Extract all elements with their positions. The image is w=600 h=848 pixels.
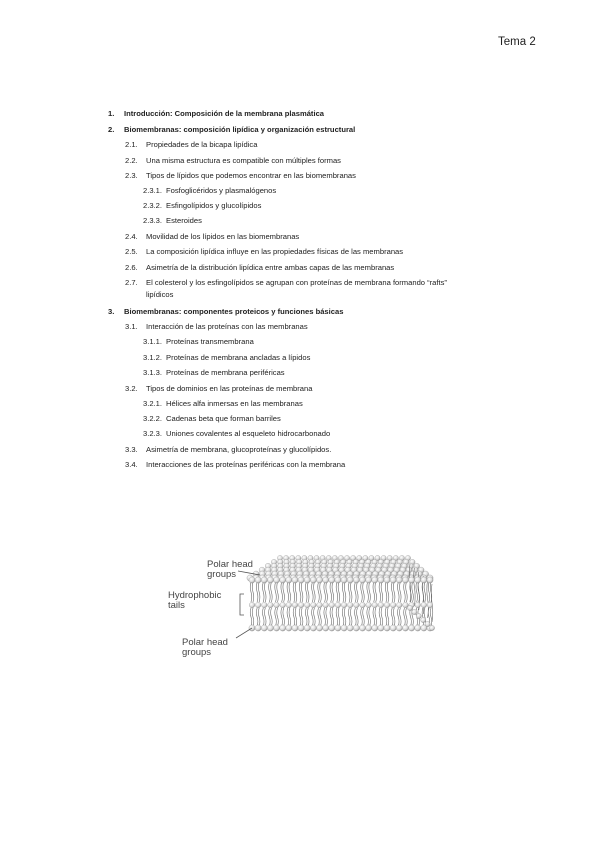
lipid-head — [412, 609, 417, 614]
toc-entry-text: Esteroides — [166, 216, 202, 225]
lipid-tail — [342, 582, 344, 602]
lipid-head — [415, 625, 421, 631]
lipid-head — [360, 602, 366, 608]
lipid-tail — [283, 608, 285, 626]
lipid-tail — [412, 582, 414, 602]
lipid-tail — [355, 608, 357, 626]
lipid-tail — [406, 608, 408, 626]
lipid-head — [347, 625, 353, 631]
lipid-head — [396, 625, 402, 631]
lipid-head — [311, 602, 317, 608]
toc-entry-text: Cadenas beta que forman barriles — [166, 414, 281, 423]
toc-entry-text: Asimetría de membrana, glucoproteínas y glucolípidos. — [146, 445, 332, 454]
toc-entry-number: 2.5. — [125, 247, 138, 256]
lipid-tail — [338, 608, 340, 626]
lipid-tail — [271, 582, 273, 602]
toc-entry-text: Esfingolípidos y glucolípidos — [166, 201, 262, 210]
lipid-tail — [332, 582, 334, 602]
lipid-head — [408, 625, 414, 631]
lipid-head — [372, 577, 378, 583]
toc-entry-number: 2.3.1. — [143, 186, 162, 195]
lipid-head — [323, 577, 329, 583]
lipid-tail — [305, 582, 307, 602]
lipid-head — [341, 577, 347, 583]
lipid-head — [249, 602, 255, 608]
toc-entry-text: Introducción: Composición de la membrana plasmática — [124, 109, 325, 118]
lipid-head — [298, 602, 304, 608]
lipid-tail — [332, 608, 334, 626]
lipid-head — [286, 625, 292, 631]
toc-entry-text: Biomembranas: composición lipídica y organización estructural — [124, 124, 356, 134]
lipid-head — [402, 577, 408, 583]
lipid-tail — [385, 608, 387, 626]
lipid-head — [268, 602, 274, 608]
lipid-head — [378, 625, 384, 631]
lipid-head — [353, 625, 359, 631]
lipid-tail — [369, 608, 371, 626]
lipid-tail — [348, 608, 350, 626]
lipid-head — [366, 602, 372, 608]
lipid-head — [384, 577, 390, 583]
toc-entry-text: Tipos de lípidos que podemos encontrar en las biomembranas — [146, 171, 356, 180]
lipid-head — [335, 577, 341, 583]
lipid-tail — [387, 582, 389, 602]
lipid-tail — [363, 582, 365, 602]
lipid-tail — [393, 608, 395, 626]
lipid-head — [347, 577, 353, 583]
lipid-tail — [258, 582, 260, 602]
lipid-head — [353, 577, 359, 583]
lipid-tail — [312, 608, 314, 626]
toc-entry-number: 3.1.1. — [143, 337, 162, 346]
toc-entry-number: 2.1. — [125, 140, 138, 149]
lipid-tail — [320, 608, 322, 626]
lipid-tail — [344, 582, 346, 602]
lipid-head — [341, 625, 347, 631]
lipid-tail — [336, 582, 338, 602]
lipid-head — [317, 602, 323, 608]
lipid-tail — [404, 582, 406, 602]
toc-entry-number: 3.3. — [125, 445, 138, 454]
lipid-tail — [326, 582, 328, 602]
lipid-tail — [289, 582, 291, 602]
lipid-tail — [361, 608, 363, 626]
toc-entry-text: Interacción de las proteínas con las membranas — [146, 322, 308, 331]
toc-entry-number: 3.2.2. — [143, 414, 162, 423]
toc-entry-text: Uniones covalentes al esqueleto hidrocarbonado — [166, 429, 331, 438]
lipid-tail — [367, 608, 369, 626]
lipid-head — [310, 577, 316, 583]
lipid-tail — [406, 582, 408, 602]
lipid-tail — [263, 582, 265, 602]
lipid-tail — [250, 582, 252, 602]
lipid-tail — [269, 608, 271, 626]
lipid-tail — [277, 608, 279, 626]
lipid-head — [407, 605, 412, 610]
lipid-tail — [301, 608, 303, 626]
lipid-head — [273, 625, 279, 631]
lipid-head — [421, 577, 427, 583]
toc-entry-text: Propiedades de la bicapa lipídica — [146, 140, 258, 149]
pointer-bracket-tails — [240, 594, 244, 615]
lipid-head — [316, 577, 322, 583]
lipid-tail — [271, 608, 273, 626]
lipid-tail — [299, 608, 301, 626]
lipid-tail — [338, 582, 340, 602]
lipid-head — [267, 625, 273, 631]
lipid-tail — [275, 608, 277, 626]
lipid-tail — [265, 608, 267, 626]
lipid-tail — [324, 608, 326, 626]
lipid-tail — [314, 582, 316, 602]
label-polar-head-bottom: Polar head groups — [182, 637, 228, 658]
toc-entry-text: Interacciones de las proteínas periféricas con la membrana — [146, 460, 346, 469]
lipid-tail — [416, 582, 418, 602]
lipid-tail — [330, 608, 332, 626]
lipid-tail — [252, 582, 254, 602]
lipid-tail — [357, 582, 359, 602]
lipid-tail — [320, 582, 322, 602]
lipid-head — [347, 602, 353, 608]
lipid-head — [402, 625, 408, 631]
toc-entry-text: Una misma estructura es compatible con múltiples formas — [146, 155, 341, 165]
lipid-tail — [287, 582, 289, 602]
toc-entry-number: 2.2. — [125, 155, 138, 165]
lipid-tail — [379, 608, 381, 626]
lipid-tail — [281, 608, 283, 626]
lipid-tail — [293, 582, 295, 602]
lipid-head — [397, 602, 403, 608]
lipid-bilayer-figure — [160, 540, 460, 670]
label-polar-head-top: Polar head groups — [207, 559, 253, 580]
lipid-tail — [385, 582, 387, 602]
lipid-head — [429, 625, 434, 630]
toc-entry-number: 2.7. — [125, 278, 138, 287]
lipid-tail — [336, 608, 338, 626]
lipid-head — [366, 577, 372, 583]
lipid-head — [390, 577, 396, 583]
toc-entry-number: 2. — [108, 124, 115, 134]
toc-entry-number: 2.4. — [125, 231, 138, 241]
lipid-head — [378, 577, 384, 583]
lipid-head — [396, 577, 402, 583]
lipid-tail — [361, 582, 363, 602]
lipid-head — [372, 602, 378, 608]
lipid-tail — [355, 582, 357, 602]
lipid-tail — [381, 582, 383, 602]
lipid-head — [316, 625, 322, 631]
toc-entry-number: 2.3. — [125, 171, 138, 180]
lipid-head — [267, 577, 273, 583]
pointer-line-bottom — [236, 628, 252, 638]
lipid-tail — [330, 582, 332, 602]
lipid-tail — [400, 608, 402, 626]
lipid-tail — [287, 608, 289, 626]
toc-entry-text: Tipos de dominios en las proteínas de membrana — [146, 383, 313, 393]
toc-entry-text: La composición lipídica influye en las propiedades físicas de las membranas — [146, 247, 404, 256]
lipid-head — [372, 625, 378, 631]
lipid-head — [280, 602, 286, 608]
lipid-head — [384, 602, 390, 608]
lipid-head — [341, 602, 347, 608]
lipid-head — [415, 577, 421, 583]
toc-entry-number: 3.1.3. — [143, 368, 162, 377]
toc-entry-text: lipídicos — [146, 290, 174, 299]
toc-entry-text: Proteínas transmembrana — [166, 337, 254, 346]
toc-entry-text: Movilidad de los lípidos en las biomembranas — [146, 231, 300, 241]
lipid-head — [255, 602, 261, 608]
lipid-head — [255, 625, 261, 631]
lipid-head — [280, 577, 286, 583]
lipid-tail — [430, 608, 432, 626]
lipid-head — [329, 625, 335, 631]
lipid-head — [403, 602, 409, 608]
lipid-tail — [375, 608, 377, 626]
lipid-head — [415, 602, 421, 608]
lipid-head — [335, 625, 341, 631]
toc-entry-number: 3.1.2. — [143, 352, 162, 362]
lipid-tail — [295, 608, 297, 626]
toc-entry-text: Asimetría de la distribución lipídica entre ambas capas de las membranas — [146, 262, 395, 272]
lipid-tail — [363, 608, 365, 626]
lipid-tail — [258, 608, 260, 626]
lipid-tail — [324, 582, 326, 602]
lipid-tail — [373, 582, 375, 602]
toc-entry-number: 3.1. — [125, 322, 138, 331]
lipid-tail — [281, 582, 283, 602]
lipid-tail — [250, 608, 252, 626]
lipid-tail — [289, 608, 291, 626]
lipid-tail — [428, 582, 430, 602]
lipid-tail — [301, 582, 303, 602]
lipid-head — [366, 625, 372, 631]
lipid-head — [408, 577, 414, 583]
lipid-head — [280, 625, 286, 631]
lipid-tail — [342, 608, 344, 626]
lipid-tail — [367, 582, 369, 602]
toc-entry-number: 1. — [108, 109, 115, 118]
toc-entry-number: 2.3.2. — [143, 201, 162, 210]
lipid-head — [329, 577, 335, 583]
lipid-head — [421, 602, 427, 608]
lipid-tail — [326, 608, 328, 626]
toc-entry-text: El colesterol y los esfingolípidos se agrupan con proteínas de membrana formando “rafts” — [146, 278, 447, 287]
lipid-tail — [348, 582, 350, 602]
toc-entry-number: 3.2.1. — [143, 399, 162, 408]
lipid-tail — [307, 582, 309, 602]
lipid-head — [261, 602, 267, 608]
lipid-head — [255, 577, 261, 583]
lipid-tail — [391, 582, 393, 602]
lipid-tail — [350, 608, 352, 626]
lipid-tail — [398, 608, 400, 626]
lipid-head — [304, 577, 310, 583]
toc-entry-number: 3.2.3. — [143, 429, 162, 438]
lipid-tail — [283, 582, 285, 602]
page-tag: Tema 2 — [498, 36, 536, 48]
toc-entry-text: Hélices alfa inmersas en las membranas — [166, 399, 303, 408]
lipid-head — [323, 602, 329, 608]
toc-entry-text: Biomembranas: componentes proteicos y funciones básicas — [124, 306, 344, 316]
lipid-head — [261, 577, 267, 583]
lipid-head — [261, 625, 267, 631]
lipid-tail — [344, 608, 346, 626]
lipid-head — [416, 613, 421, 618]
toc-entry-number: 2.3.3. — [143, 216, 162, 225]
lipid-head — [286, 577, 292, 583]
lipid-tail — [400, 582, 402, 602]
toc-entry-number: 3. — [108, 306, 115, 316]
lipid-head — [359, 625, 365, 631]
lipid-head — [421, 617, 426, 622]
toc-entry-text: Proteínas de membrana periféricas — [166, 368, 285, 377]
lipid-head — [329, 602, 335, 608]
lipid-tail — [305, 608, 307, 626]
lipid-tail — [307, 608, 309, 626]
lipid-head — [286, 602, 292, 608]
lipid-tail — [252, 608, 254, 626]
lipid-head — [335, 602, 341, 608]
lipid-head — [354, 602, 360, 608]
lipid-tail — [263, 608, 265, 626]
lipid-tail — [295, 582, 297, 602]
toc-entry-number: 2.6. — [125, 262, 138, 272]
lipid-tail — [314, 608, 316, 626]
lipid-tail — [369, 582, 371, 602]
lipid-tail — [312, 582, 314, 602]
lipid-head — [304, 625, 310, 631]
lipid-tail — [404, 608, 406, 626]
lipid-head — [304, 602, 310, 608]
lipid-tail — [357, 608, 359, 626]
label-hydrophobic-tails: Hydrophobic tails — [168, 590, 222, 611]
lipid-head — [390, 602, 396, 608]
lipid-head — [292, 577, 298, 583]
lipid-head — [310, 625, 316, 631]
lipid-tail — [375, 582, 377, 602]
toc-entry-text: Proteínas de membrana ancladas a lípidos — [166, 352, 311, 362]
lipid-head — [384, 625, 390, 631]
lipid-head — [292, 625, 298, 631]
lipid-tail — [277, 582, 279, 602]
lipid-head — [425, 621, 430, 626]
lipid-tail — [318, 608, 320, 626]
lipid-head — [378, 602, 384, 608]
lipid-head — [292, 602, 298, 608]
lipid-tail — [318, 582, 320, 602]
lipid-tail — [269, 582, 271, 602]
lipid-tail — [256, 582, 258, 602]
lipid-head — [359, 577, 365, 583]
lipid-tail — [393, 582, 395, 602]
lipid-tail — [381, 608, 383, 626]
lipid-tail — [391, 608, 393, 626]
lipid-head — [323, 625, 329, 631]
lipid-tail — [350, 582, 352, 602]
lipid-head — [298, 625, 304, 631]
lipid-head — [390, 625, 396, 631]
toc-entry-number: 3.4. — [125, 460, 138, 469]
lipid-head — [274, 602, 280, 608]
toc-entry-number: 3.2. — [125, 383, 138, 393]
lipid-tail — [379, 582, 381, 602]
lipid-tail — [275, 582, 277, 602]
lipid-tail — [398, 582, 400, 602]
lipid-tail — [293, 608, 295, 626]
lipid-tail — [256, 608, 258, 626]
lipid-head — [298, 577, 304, 583]
lipid-tail — [424, 582, 426, 602]
lipid-head — [273, 577, 279, 583]
lipid-tail — [265, 582, 267, 602]
lipid-tail — [299, 582, 301, 602]
lipid-head — [427, 577, 433, 583]
lipid-tail — [387, 608, 389, 626]
lipid-tail — [373, 608, 375, 626]
lipid-head — [427, 602, 433, 608]
toc-entry-text: Fosfoglicéridos y plasmalógenos — [166, 186, 277, 195]
